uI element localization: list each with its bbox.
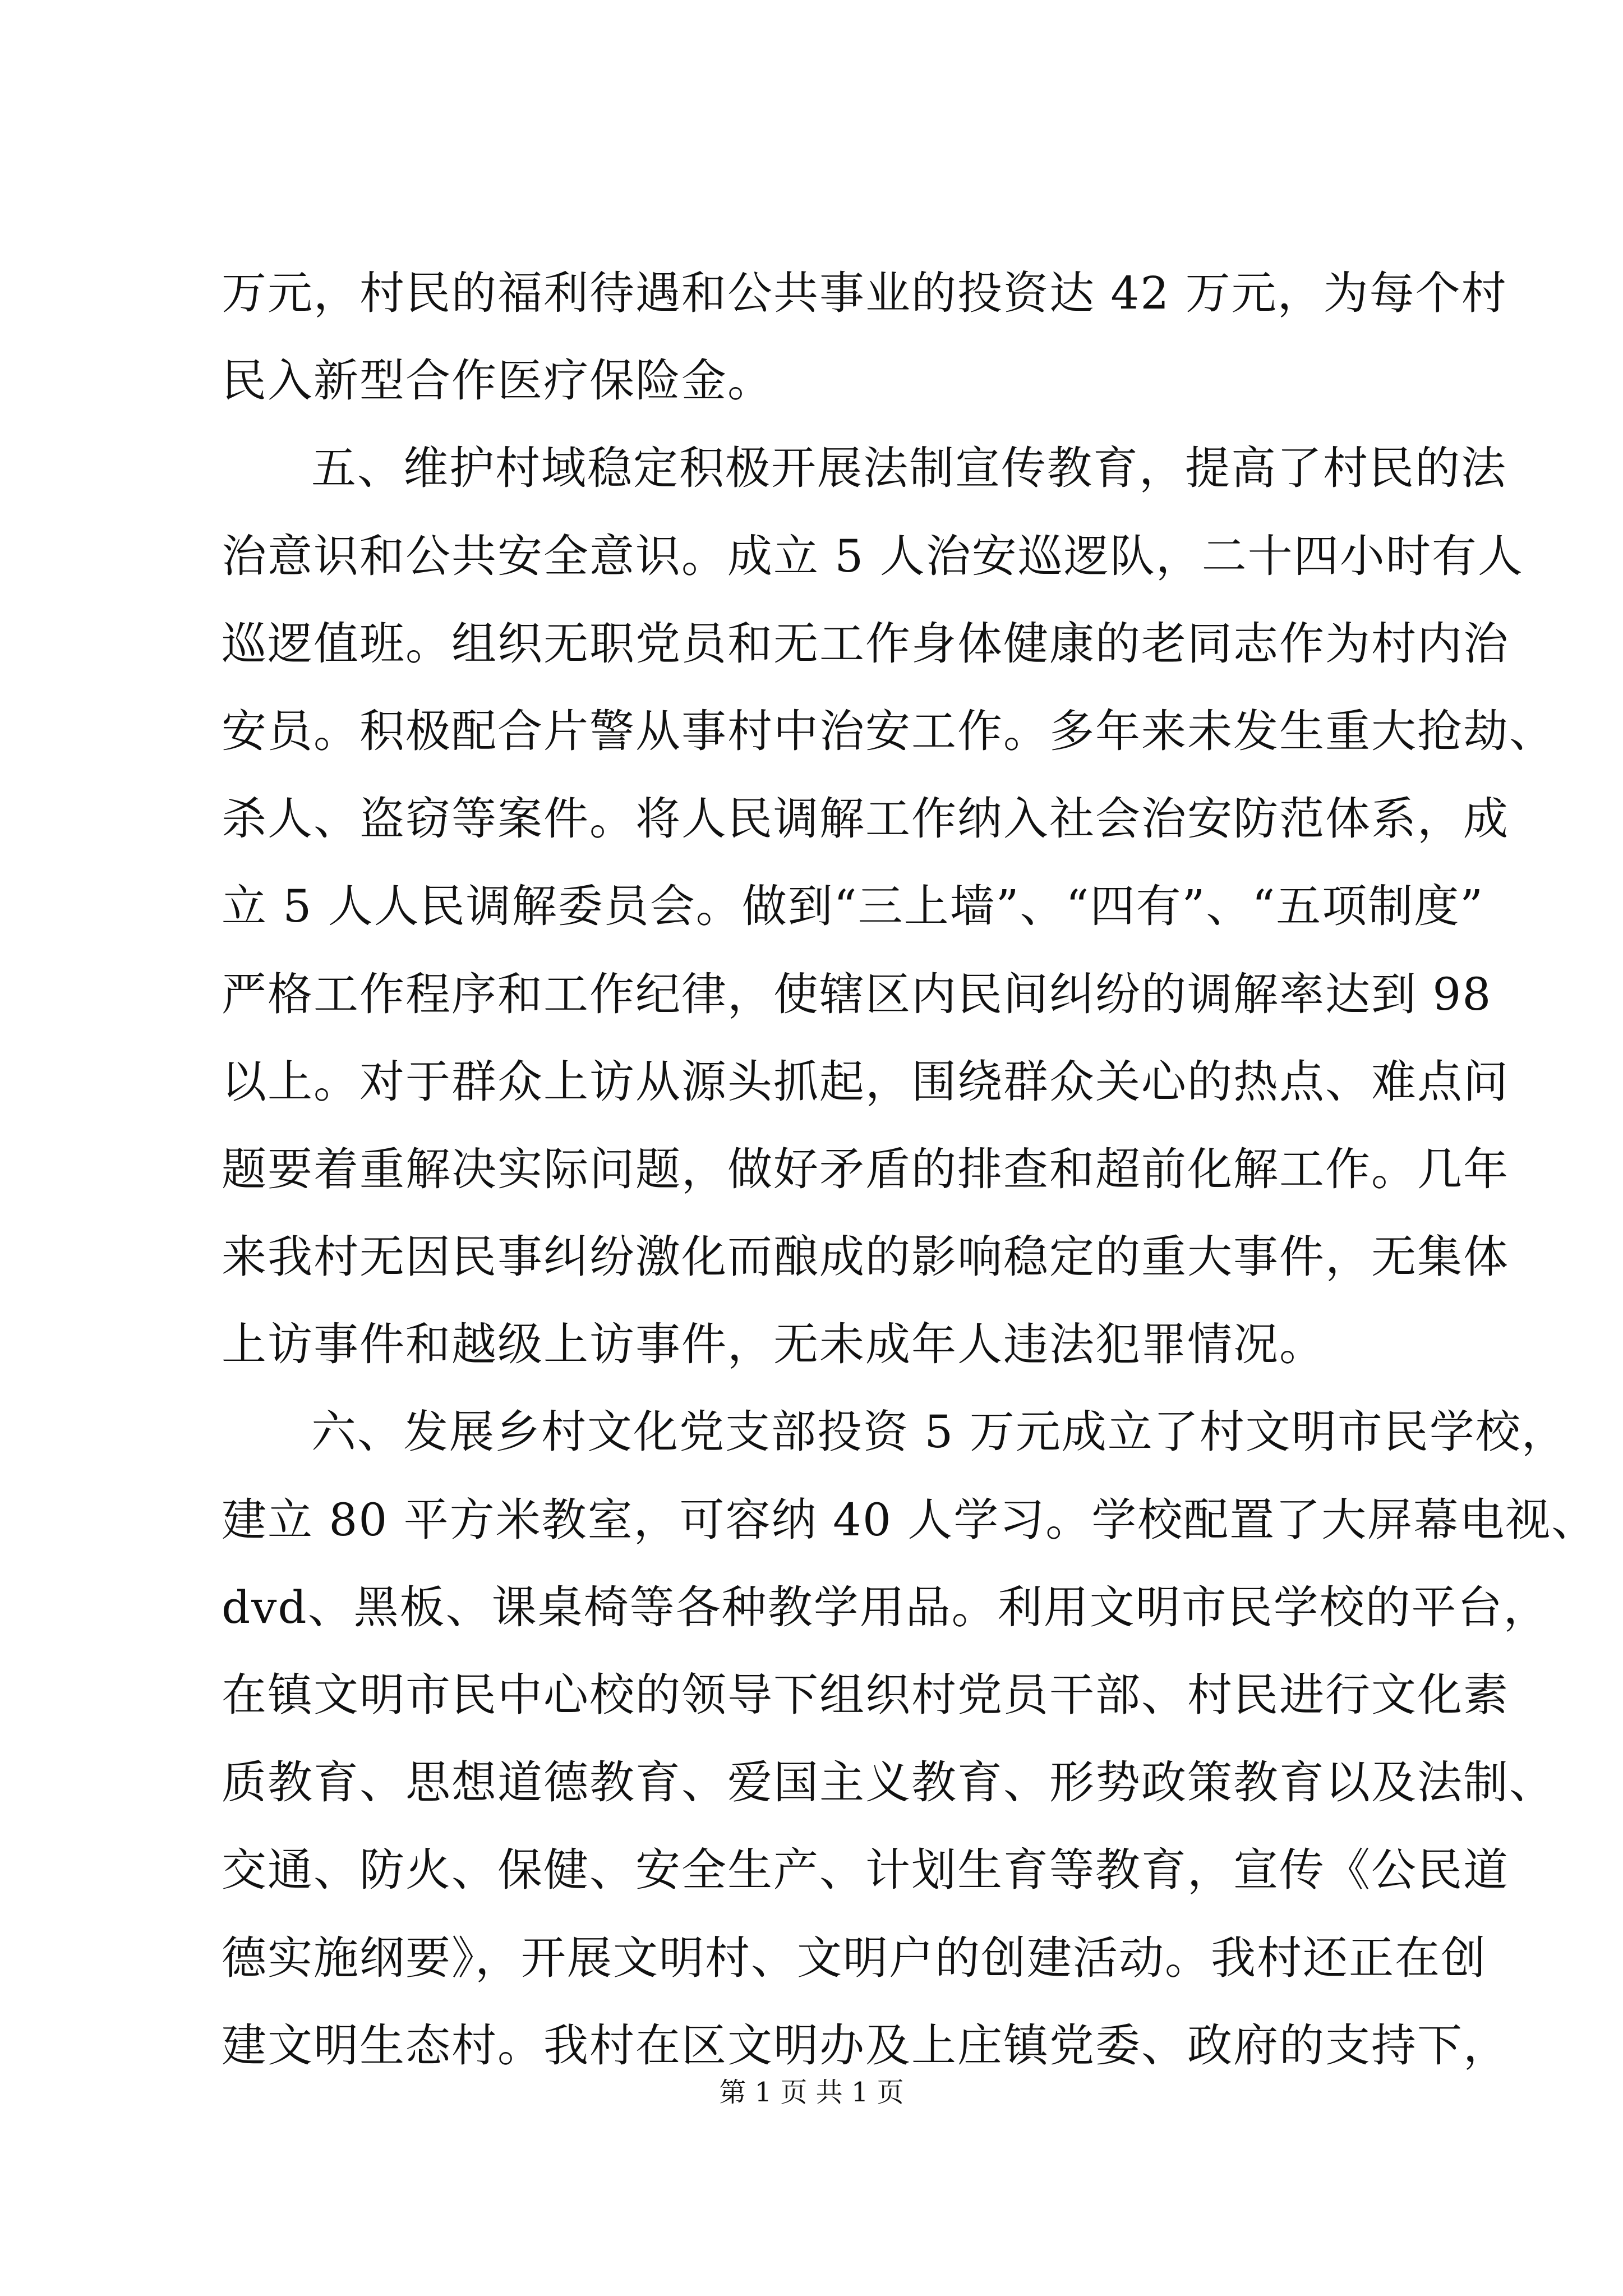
text-line: 建文明生态村。我村在区文明办及上庄镇党委、政府的支持下，	[222, 2019, 1509, 2072]
text-line: 民入新型合作医疗保险金。	[222, 355, 773, 407]
text-line: 德实施纲要》，开展文明村、文明户的创建活动。我村还正在创	[222, 1931, 1487, 1984]
document-body	[222, 250, 1598, 2090]
text-line: 交通、防火、保健、安全生产、计划生育等教育，宣传《公民道	[222, 1844, 1509, 1897]
paragraph-start-line: 六、发展乡村文化党支部投资 5 万元成立了村文明市民学校，	[311, 1406, 1567, 1458]
text-line: 安员。积极配合片警从事村中治安工作。多年来未发生重大抢劫、	[222, 705, 1555, 757]
text-line: 杀人、盗窃等案件。将人民调解工作纳入社会治安防范体系，成	[222, 793, 1509, 845]
text-line: 万元，村民的福利待遇和公共事业的投资达 42 万元，为每个村	[222, 267, 1507, 319]
text-line: dvd、黑板、课桌椅等各种教学用品。利用文明市民学校的平台，	[222, 1581, 1550, 1634]
text-line: 治意识和公共安全意识。成立 5 人治安巡逻队，二十四小时有人	[222, 530, 1524, 582]
paragraph-start-line: 五、维护村域稳定积极开展法制宣传教育，提高了村民的法	[311, 442, 1507, 495]
page-number-label: 第 1 页 共 1 页	[719, 2077, 904, 2108]
text-line: 质教育、思想道德教育、爱国主义教育、形势政策教育以及法制、	[222, 1756, 1555, 1809]
text-line: 题要着重解决实际问题，做好矛盾的排查和超前化解工作。几年	[222, 1143, 1509, 1195]
text-line: 在镇文明市民中心校的领导下组织村党员干部、村民进行文化素	[222, 1669, 1509, 1721]
text-line: 以上。对于群众上访从源头抓起，围绕群众关心的热点、难点问	[222, 1055, 1509, 1108]
page-footer	[0, 2076, 1623, 2109]
text-line: 巡逻值班。组织无职党员和无工作身体健康的老同志作为村内治	[222, 617, 1509, 670]
text-line: 来我村无因民事纠纷激化而酿成的影响稳定的重大事件，无集体	[222, 1231, 1509, 1283]
text-line: 建立 80 平方米教室，可容纳 40 人学习。学校配置了大屏幕电视、	[222, 1493, 1598, 1546]
text-line: 立 5 人人民调解委员会。做到“三上墙”、“四有”、“五项制度”	[222, 880, 1484, 933]
text-line: 上访事件和越级上访事件，无未成年人违法犯罪情况。	[222, 1318, 1325, 1371]
text-line: 严格工作程序和工作纪律，使辖区内民间纠纷的调解率达到 98	[222, 968, 1492, 1020]
